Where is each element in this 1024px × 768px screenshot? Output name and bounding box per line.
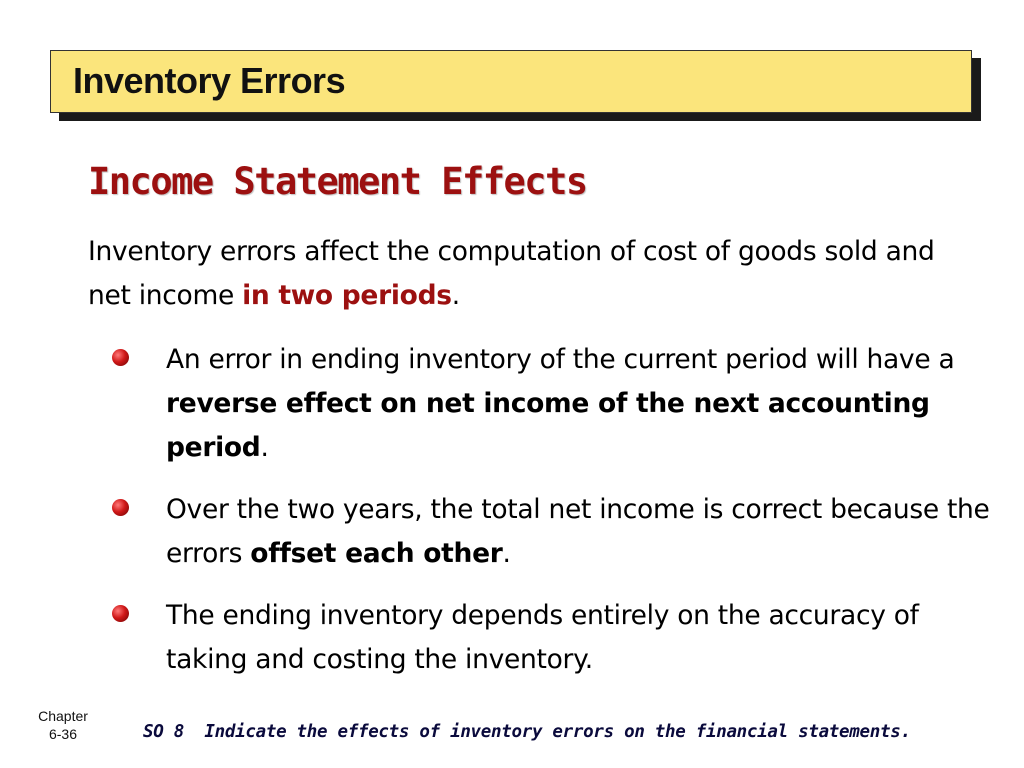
study-objective-footer: SO 8 Indicate the effects of inventory errors on the financial statements. <box>143 722 911 742</box>
bullet-text-end: . <box>260 432 269 463</box>
red-sphere-bullet-icon <box>112 605 129 622</box>
bullet-list <box>112 338 992 700</box>
chapter-label <box>28 707 98 743</box>
bullet-text: The ending inventory depends entirely on the accuracy of taking and costing the inventory. <box>166 600 919 675</box>
intro-highlight: in two periods <box>242 280 452 311</box>
slide-title: Inventory Errors <box>73 60 346 101</box>
list-item <box>112 338 992 470</box>
chapter-word: Chapter <box>38 708 88 724</box>
intro-text: Inventory errors affect the computation of cost of goods sold and net income <box>88 236 935 311</box>
intro-text-end: . <box>451 280 460 311</box>
list-item <box>112 488 992 576</box>
red-sphere-bullet-icon <box>112 499 129 516</box>
intro-paragraph <box>88 230 958 318</box>
section-heading: Income Statement Effects <box>88 160 587 203</box>
bullet-text: Over the two years, the total net income is correct because the errors <box>166 494 990 569</box>
bullet-bold-text: reverse effect on net income of the next accounting period <box>166 388 930 463</box>
title-box <box>50 50 972 113</box>
bullet-text: An error in ending inventory of the current period will have a <box>166 344 955 375</box>
bullet-bold-text: offset each other <box>250 538 503 569</box>
list-item <box>112 594 992 682</box>
bullet-text-end: . <box>502 538 511 569</box>
red-sphere-bullet-icon <box>112 349 129 366</box>
chapter-number: 6-36 <box>48 726 78 742</box>
